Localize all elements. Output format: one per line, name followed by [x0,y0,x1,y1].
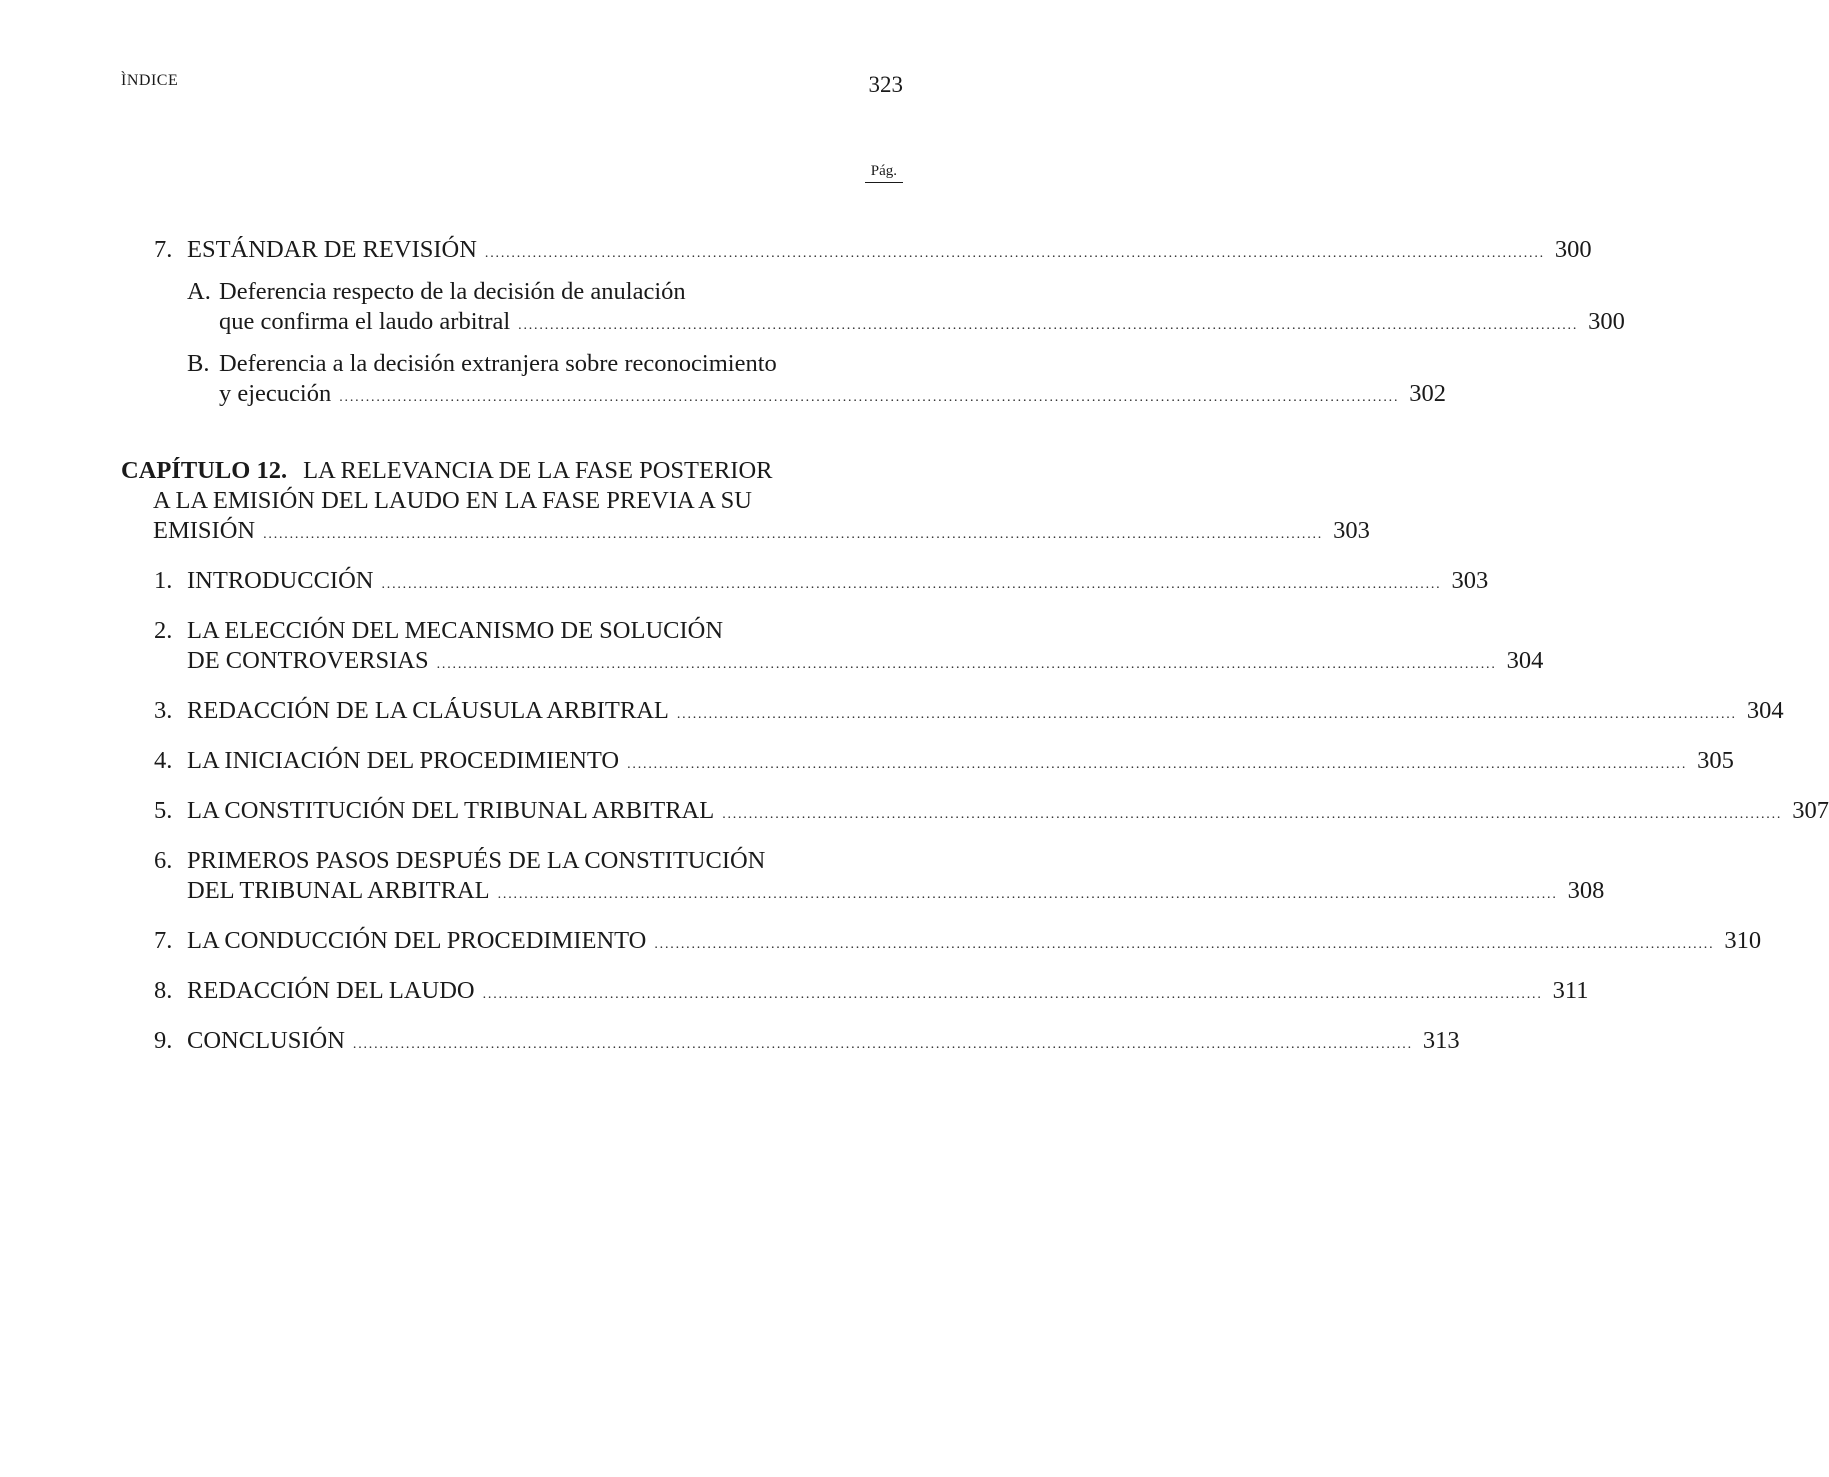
page-column-label: Pág. [865,163,903,183]
toc-entry-number: 8. [154,977,173,1004]
toc-entry-page: 304 [1746,697,1784,724]
toc-entry-title: INTRODUCCIÓN [187,567,374,594]
toc-entry-page: 305 [1697,747,1734,774]
toc-subentry-line: y ejecución [219,380,332,407]
toc-entry-page: 300 [1588,308,1625,335]
dot-leader: ........................................................................................................................................................................................................ [339,390,1400,405]
dot-leader: ........................................................................................................................................................................................................ [263,527,1324,542]
chapter-title-line: LA RELEVANCIA DE LA FASE POSTERIOR [303,457,773,484]
toc-entry-iniciacion[interactable] [121,746,1734,780]
toc-entry-title: LA CONSTITUCIÓN DEL TRIBUNAL ARBITRAL [187,797,715,824]
toc-entry-primeros-pasos[interactable] [121,846,1605,910]
toc-chapter-12[interactable] [121,456,1370,550]
toc-entry-conclusion[interactable] [121,1026,1460,1060]
toc-entry-page: 303 [1451,567,1489,594]
toc-entry-number: 2. [154,617,173,644]
toc-entry-page: 313 [1422,1027,1460,1054]
chapter-label: CAPÍTULO 12. [121,457,288,484]
toc-entry-title: ESTÁNDAR DE REVISIÓN [187,236,477,263]
dot-leader: ........................................................................................................................................................................................................ [518,318,1579,333]
toc-entry-number: 4. [154,747,173,774]
toc-entry-page: 307 [1792,797,1829,824]
toc-entry-page: 310 [1724,927,1762,954]
dot-leader: ........................................................................................................................................................................................................ [497,887,1558,902]
dot-leader: ........................................................................................................................................................................................................ [381,577,1442,592]
table-of-contents [121,235,1829,1060]
toc-entry-number: 3. [154,697,173,724]
toc-entry-title: REDACCIÓN DE LA CLÁUSULA ARBITRAL [187,697,669,724]
toc-entry-constitucion-tribunal[interactable] [121,796,1829,830]
toc-subentry-line: que confirma el laudo arbitral [219,308,511,335]
toc-entry-number: 5. [154,797,173,824]
toc-subentry-deferencia-extranjera[interactable] [121,349,1446,413]
toc-entry-conduccion[interactable] [121,926,1762,960]
toc-entry-number: 6. [154,847,173,874]
toc-entry-eleccion-mecanismo[interactable] [121,616,1544,680]
toc-entry-title: LA ELECCIÓN DEL MECANISMO DE SOLUCIÓN [187,617,724,644]
toc-entry-page: 308 [1567,877,1605,904]
toc-entry-number: 1. [154,567,173,594]
toc-entry-title: LA CONDUCCIÓN DEL PROCEDIMIENTO [187,927,647,954]
toc-subentry-line: Deferencia a la decisión extranjera sobre reconocimiento [219,350,777,377]
dot-leader: ........................................................................................................................................................................................................ [676,707,1737,722]
toc-entry-redaccion-laudo[interactable] [121,976,1589,1010]
toc-entry-title: DEL TRIBUNAL ARBITRAL [187,877,490,904]
toc-entry-title: CONCLUSIÓN [187,1027,345,1054]
dot-leader: ........................................................................................................................................................................................................ [482,987,1543,1002]
page-number: 323 [868,72,903,97]
toc-entry-page: 311 [1552,977,1589,1004]
dot-leader: ........................................................................................................................................................................................................ [627,757,1688,772]
toc-subentry-letter: B. [187,350,210,377]
toc-entry-page: 300 [1554,236,1592,263]
toc-entry-title: PRIMEROS PASOS DESPUÉS DE LA CONSTITUCIÓN [187,847,766,874]
toc-entry-redaccion-clausula[interactable] [121,696,1784,730]
toc-entry-number: 9. [154,1027,173,1054]
toc-entry-title: LA INICIACIÓN DEL PROCEDIMIENTO [187,747,620,774]
toc-entry-number: 7. [154,236,173,263]
toc-entry-title: REDACCIÓN DEL LAUDO [187,977,475,1004]
toc-entry-title: DE CONTROVERSIAS [187,647,429,674]
toc-subentry-line: Deferencia respecto de la decisión de anulación [219,278,686,305]
toc-entry-page: 302 [1409,380,1446,407]
toc-entry-number: 7. [154,927,173,954]
toc-entry-estandar-de-revision[interactable] [121,235,1592,269]
running-head: ÌNDICE [121,72,179,89]
toc-entry-page: 304 [1506,647,1544,674]
chapter-title-line: EMISIÓN [153,517,256,544]
dot-leader: ........................................................................................................................................................................................................ [722,807,1783,822]
dot-leader: ........................................................................................................................................................................................................ [436,657,1497,672]
toc-entry-introduccion[interactable] [121,566,1489,600]
toc-subentry-letter: A. [187,278,211,305]
toc-subentry-deferencia-anulacion[interactable] [121,277,1625,341]
dot-leader: ........................................................................................................................................................................................................ [352,1037,1413,1052]
dot-leader: ........................................................................................................................................................................................................ [654,937,1715,952]
dot-leader: ........................................................................................................................................................................................................ [484,246,1545,261]
chapter-title-line: A LA EMISIÓN DEL LAUDO EN LA FASE PREVIA A SU [153,487,752,514]
toc-entry-page: 303 [1333,517,1370,544]
